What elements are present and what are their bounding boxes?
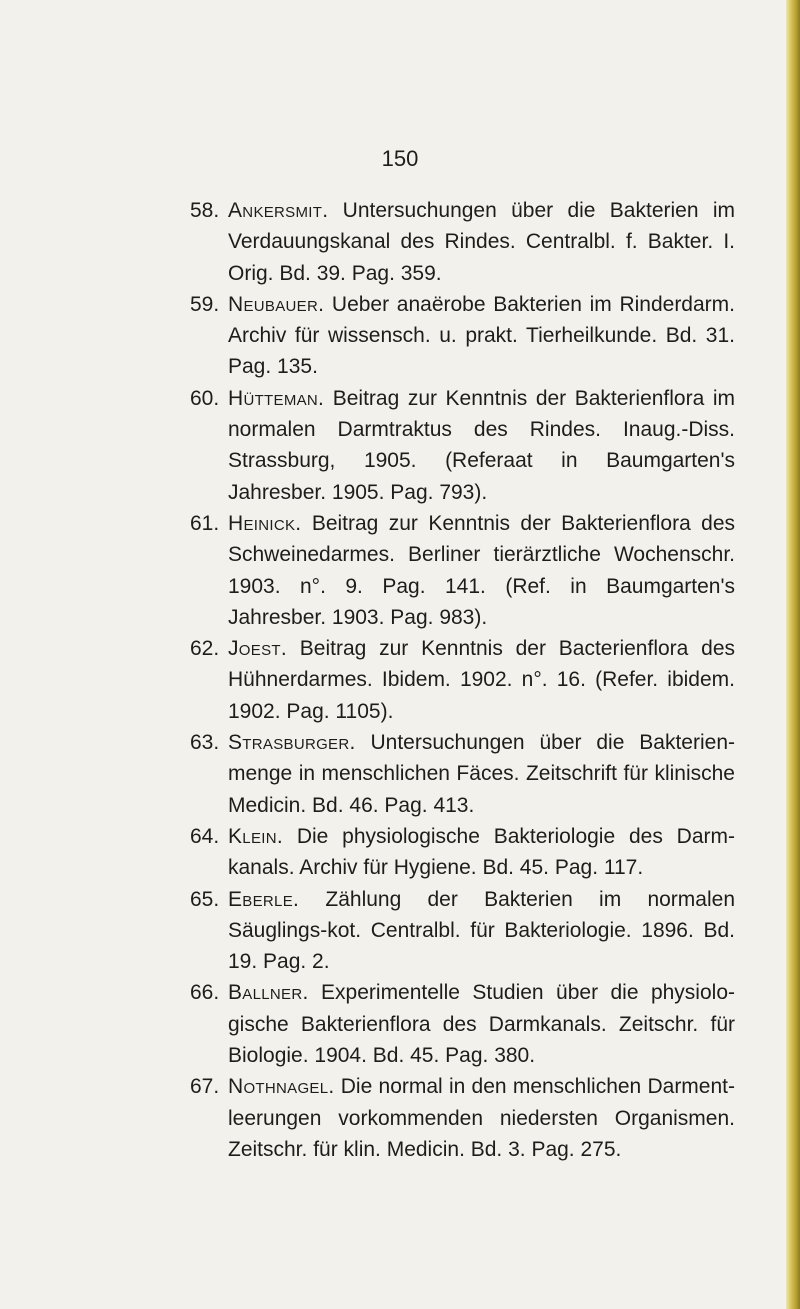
- reference-author: Klein.: [228, 824, 283, 848]
- reference-author: Hütteman.: [228, 386, 325, 410]
- reference-number: 66.: [190, 981, 220, 1005]
- reference-item: [190, 821, 735, 884]
- reference-author: Joest.: [228, 637, 287, 661]
- reference-text: Ueber anaërobe Bakterien im Rinderdarm. Archiv für wissensch. u. prakt. Tierheilkunde. Bd. 31. Pag. 135.: [228, 292, 735, 379]
- reference-item: [190, 289, 735, 383]
- reference-number: 63.: [190, 731, 220, 755]
- reference-number: 62.: [190, 637, 220, 661]
- reference-text: Experimentelle Studien über die physiolo-gische Bakterienflora des Darmkanals. Zeitschr. für Biologie. 1904. Bd. 45. Pag. 380.: [228, 981, 735, 1068]
- reference-author: Eberle.: [228, 887, 300, 911]
- reference-number: 59.: [190, 292, 220, 316]
- reference-text: Untersuchungen über die Bakterien im Verdauungskanal des Rindes. Centralbl. f. Bakter. I. Orig. Bd. 39. Pag. 359.: [228, 199, 735, 285]
- reference-text: Untersuchungen über die Bakterien-menge in menschlichen Fäces. Zeitschrift für klinische Medicin. Bd. 46. Pag. 413.: [228, 731, 735, 817]
- reference-item: [190, 195, 735, 289]
- reference-author: Ankersmit.: [228, 199, 329, 222]
- page-number: 150: [381, 146, 419, 171]
- reference-text: Beitrag zur Kenntnis der Bakterienflora des Schweinedarmes. Berliner tierärztliche Wochenschr. 1903. n°. 9. Pag. 141. (Ref. in Baumgarten's Jahresber. 1903. Pag. 983).: [228, 511, 735, 629]
- reference-text: Zählung der Bakterien im normalen Säuglings-kot. Centralbl. für Bakteriologie. 1896. Bd. 19. Pag. 2.: [228, 887, 735, 974]
- reference-item: [190, 633, 735, 727]
- reference-text: Die physiologische Bakteriologie des Darm-kanals. Archiv für Hygiene. Bd. 45. Pag. 117.: [228, 824, 735, 880]
- reference-number: 64.: [190, 824, 220, 848]
- reference-number: 61.: [190, 511, 220, 535]
- reference-list: [190, 195, 735, 1165]
- reference-text: Beitrag zur Kenntnis der Bakterienflora im normalen Darmtraktus des Rindes. Inaug.-Diss. Strassburg, 1905. (Referaat in Baumgarten's Jahresber. 1905. Pag. 793).: [228, 386, 735, 504]
- reference-text: Beitrag zur Kenntnis der Bacterienflora des Hühnerdarmes. Ibidem. 1902. n°. 16. (Refer. ibidem. 1902. Pag. 1105).: [228, 637, 735, 723]
- reference-author: Ballner.: [228, 981, 309, 1005]
- page-edge: [786, 0, 800, 1309]
- reference-item: [190, 727, 735, 821]
- reference-item: [190, 383, 735, 508]
- reference-author: Strasburger.: [228, 731, 356, 755]
- reference-item: [190, 977, 735, 1071]
- reference-author: Neubauer.: [228, 292, 325, 316]
- reference-number: 65.: [190, 887, 220, 911]
- reference-number: 58.: [190, 199, 220, 222]
- reference-item: [190, 884, 735, 978]
- reference-number: 67.: [190, 1075, 220, 1099]
- reference-author: Heinick.: [228, 511, 302, 535]
- reference-text: Die normal in den menschlichen Darment-leerungen vorkommenden niedersten Organismen. Zeitschr. für klin. Medicin. Bd. 3. Pag. 275.: [228, 1075, 735, 1161]
- reference-item: [190, 508, 735, 633]
- reference-author: Nothnagel.: [228, 1075, 335, 1099]
- reference-number: 60.: [190, 386, 220, 410]
- reference-item: [190, 1071, 735, 1165]
